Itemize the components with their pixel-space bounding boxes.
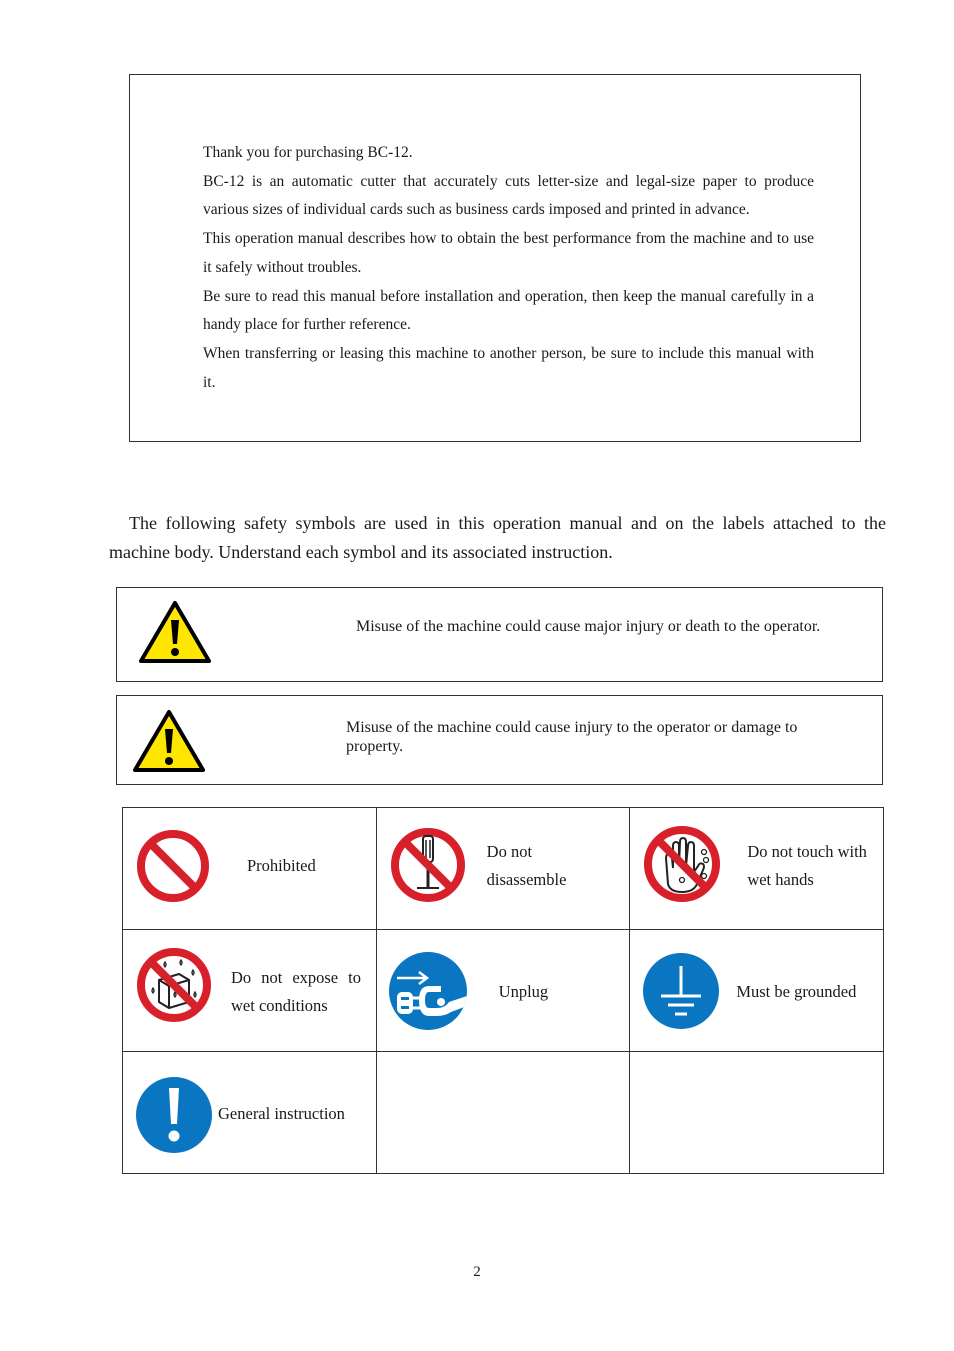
warning-text: Misuse of the machine could cause major injury or death to the operator. [356,618,821,635]
symbol-label: Do not touch with wet hands [747,842,867,889]
symbol-label: Do not expose to wet conditions [231,968,361,1015]
symbol-cell-ground [630,930,884,1052]
intro-paragraph: Thank you for purchasing BC-12. [203,144,413,161]
empty-cell [376,1052,630,1174]
symbol-label: General instruction [218,1104,345,1123]
do-not-touch-wet-hands-icon [642,824,722,904]
symbol-cell-wet-hands [630,808,884,930]
do-not-expose-wet-icon [135,946,213,1024]
warning-text: Misuse of the machine could cause injury to the operator or damage to property. [346,719,798,755]
warning-triangle-icon [139,600,211,664]
ground-icon [642,952,720,1030]
symbol-label: Do not disassemble [486,842,567,889]
warning-box-major [116,587,883,682]
warning-box-minor [116,695,883,785]
symbol-cell-disassemble [376,808,630,930]
symbol-label: Must be grounded [736,982,857,1001]
symbol-cell-prohibited [123,808,377,930]
prohibited-icon [135,828,211,904]
intro-box [129,74,861,442]
empty-cell [630,1052,884,1174]
unplug-icon [389,952,467,1030]
do-not-disassemble-icon [389,826,467,904]
lead-paragraph: The following safety symbols are used in this operation manual and on the labels attached to the machine body. Understand each symbol and its associated instruction. [109,513,886,562]
intro-text [203,139,814,397]
intro-paragraph: This operation manual describes how to obtain the best performance from the machine and to use it safely without troubles. [203,230,814,276]
symbol-cell-unplug [376,930,630,1052]
safety-symbols-table [122,807,884,1174]
symbol-cell-wet-conditions [123,930,377,1052]
symbol-cell-general [123,1052,377,1174]
intro-paragraph: BC-12 is an automatic cutter that accurately cuts letter-size and legal-size paper to produce various sizes of individual cards such as business cards imposed and printed in advance. [203,172,814,219]
symbol-label: Unplug [498,982,549,1001]
symbol-label: Prohibited [247,856,316,875]
intro-paragraph: When transferring or leasing this machine to another person, be sure to include this manual with it. [203,344,814,391]
general-instruction-icon [135,1076,213,1154]
page-number: 2 [473,1264,481,1280]
intro-paragraph: Be sure to read this manual before installation and operation, then keep the manual carefully in a handy place for further reference. [203,287,814,334]
warning-triangle-icon [133,709,205,773]
